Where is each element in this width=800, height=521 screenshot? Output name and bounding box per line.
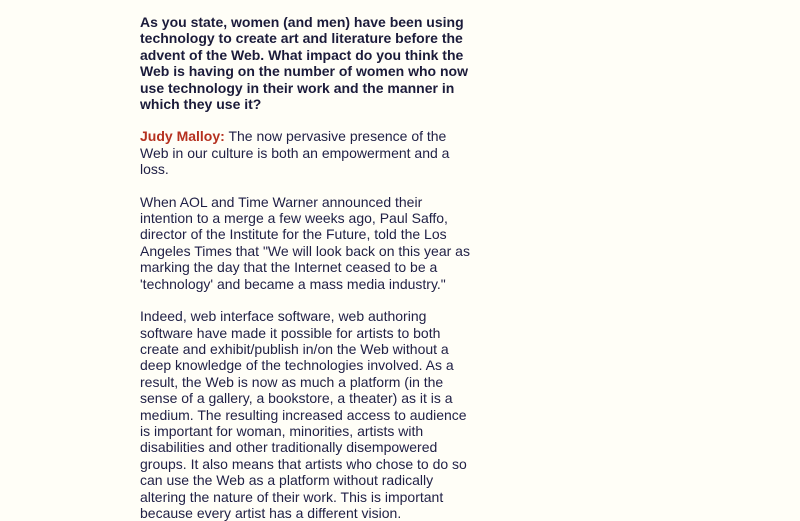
answer-text-1: The now pervasive presence of the Web in our culture is both an empowerment and a loss. (140, 128, 450, 178)
speaker-name: Judy Malloy: (140, 128, 225, 145)
answer-paragraph-3: Indeed, web interface software, web authoring software have made it possible for artists to both create and exhibit/publish in/on the Web without a deep knowledge of the technologies involved. As a result, the Web is now as much a platform (in the sense of a gallery, a bookstore, a theater) as it is a medium. The resulting increased access to audience is important for woman, minorities, artists with disabilities and other traditionally disempowered groups. It also means that artists who chose to do so can use the Web as a platform without radically altering the nature of their work. This is important because every artist has a different vision. (140, 308, 467, 521)
interview-content (140, 14, 470, 521)
interview-question: As you state, women (and men) have been using technology to create art and literature before the advent of the Web. What impact do you think the Web is having on the number of women who now use technology in their work and the manner in which they use it? (140, 14, 468, 113)
answer-paragraph-2: When AOL and Time Warner announced their intention to a merge a few weeks ago, Paul Saffo, director of the Institute for the Future, told the Los Angeles Times that "We will look back on this year as marking the day that the Internet ceased to be a 'technology' and became a mass media industry." (140, 193, 470, 292)
answer-paragraph-1 (140, 128, 470, 177)
